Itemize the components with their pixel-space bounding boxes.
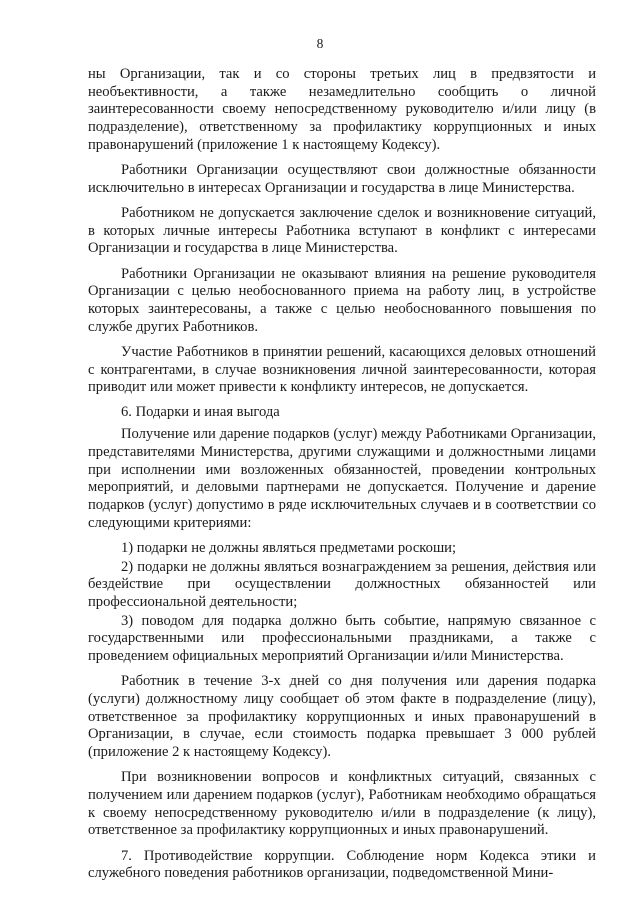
list-item: 3) поводом для подарка должно быть событие, напрямую связанное с государственными или профессиональными праздниками, а также с проведением официальных мероприятий Организации и/или Министерства.	[88, 612, 596, 665]
paragraph: 7. Противодействие коррупции. Соблюдение норм Кодекса этики и служебного поведения работников организации, подведомственной Мини-	[88, 847, 596, 882]
paragraph: Работник в течение 3-х дней со дня получения или дарения подарка (услуги) должностному лицу сообщает об этом факте в подразделение (лицу), ответственное за профилактику коррупционных и иных правонарушений в Организации, в случае, если стоимость подарка превышает 3 000 рублей (приложение 2 к настоящему Кодексу).	[88, 673, 596, 761]
paragraph-continuation: ны Организации, так и со стороны третьих лиц в предвзятости и необъективности, а также незамедлительно сообщить о личной заинтересованности своему непосредственному руководителю и/или лицу (в подразделение), ответственному за профилактику коррупционных и иных правонарушений (приложение 1 к настоящему Кодексу).	[88, 66, 596, 153]
paragraph: Работником не допускается заключение сделок и возникновение ситуаций, в которых личные интересы Работника вступают в конфликт с интересами Организации и государства в лице Министерства.	[88, 204, 596, 257]
paragraph: Участие Работников в принятии решений, касающихся деловых отношений с контрагентами, в случае возникновения личной заинтересованности, которая приводит или может привести к конфликту интересов, не допускается.	[88, 343, 596, 396]
paragraph: При возникновении вопросов и конфликтных ситуаций, связанных с получением или дарением подарков (услуг), Работникам необходимо обращаться к своему непосредственному руководителю и/или в подразделение (к лицу), ответственное за профилактику коррупционных и иных правонарушений.	[88, 769, 596, 839]
section-heading: 6. Подарки и иная выгода	[121, 404, 280, 421]
document-body	[88, 66, 596, 891]
page-number: 8	[316, 36, 324, 51]
paragraph: Получение или дарение подарков (услуг) между Работниками Организации, представителями Министерства, другими служащими и должностными лицами при исполнении ими возложенных обязанностей, проведении контрольных мероприятий, и деловыми партнерами не допускается. Получение и дарение подарков (услуг) допустимо в ряде исключительных случаев и в соответствии со следующими критериями:	[88, 426, 596, 531]
paragraph: Работники Организации не оказывают влияния на решение руководителя Организации с целью необоснованного приема на работу лиц, в устройстве которых заинтересованы, а также с целью необоснованного повышения по службе других Работников.	[88, 265, 596, 335]
list-item: 2) подарки не должны являться вознаграждением за решения, действия или бездействие при осуществлении должностных обязанностей или профессиональной деятельности;	[88, 558, 596, 610]
list-item: 1) подарки не должны являться предметами роскоши;	[121, 539, 457, 556]
paragraph: Работники Организации осуществляют свои должностные обязанности исключительно в интересах Организации и государства в лице Министерства.	[88, 162, 596, 196]
